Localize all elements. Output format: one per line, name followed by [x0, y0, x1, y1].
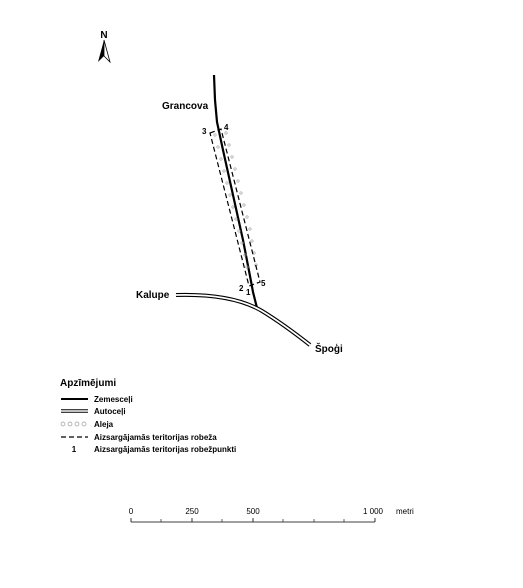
place-label-kalupe: Kalupe [136, 290, 170, 301]
legend-title: Apzīmējumi [60, 378, 117, 389]
legend [60, 378, 236, 454]
scale-label-250: 250 [185, 507, 199, 516]
north-arrow [98, 30, 110, 62]
scale-label-0: 0 [128, 507, 134, 516]
scale-unit: metri [396, 507, 414, 516]
highway [176, 295, 310, 345]
legend-symbol-alley [61, 422, 86, 426]
legend-label-boundary: Aizsargājamās teritorijas robeža [94, 433, 217, 442]
boundary-point-3: 3 [202, 127, 207, 136]
boundary-point-5: 5 [261, 279, 266, 288]
boundary-point-2: 2 [239, 284, 244, 293]
scale-label-500: 500 [246, 507, 260, 516]
legend-label-highway: Autoceļi [94, 407, 126, 416]
legend-label-alley: Aleja [94, 420, 114, 429]
boundary-point-1: 1 [246, 288, 251, 297]
scale-bar [129, 507, 414, 522]
scale-label-1000: 1 000 [362, 507, 384, 516]
legend-label-boundary-point: Aizsargājamās teritorijas robežpunkti [94, 445, 237, 454]
alley [214, 132, 257, 268]
north-arrow-icon [98, 40, 104, 62]
legend-label-dirt-road: Zemesceļi [94, 395, 133, 404]
place-label-spogi: Špoģi [315, 344, 343, 355]
legend-symbol-boundary-point: 1 [71, 445, 77, 454]
dirt-road [214, 75, 257, 308]
north-arrow-label: N [100, 30, 108, 41]
boundary-point-4: 4 [224, 123, 229, 132]
place-label-grancova: Grancova [162, 101, 209, 112]
